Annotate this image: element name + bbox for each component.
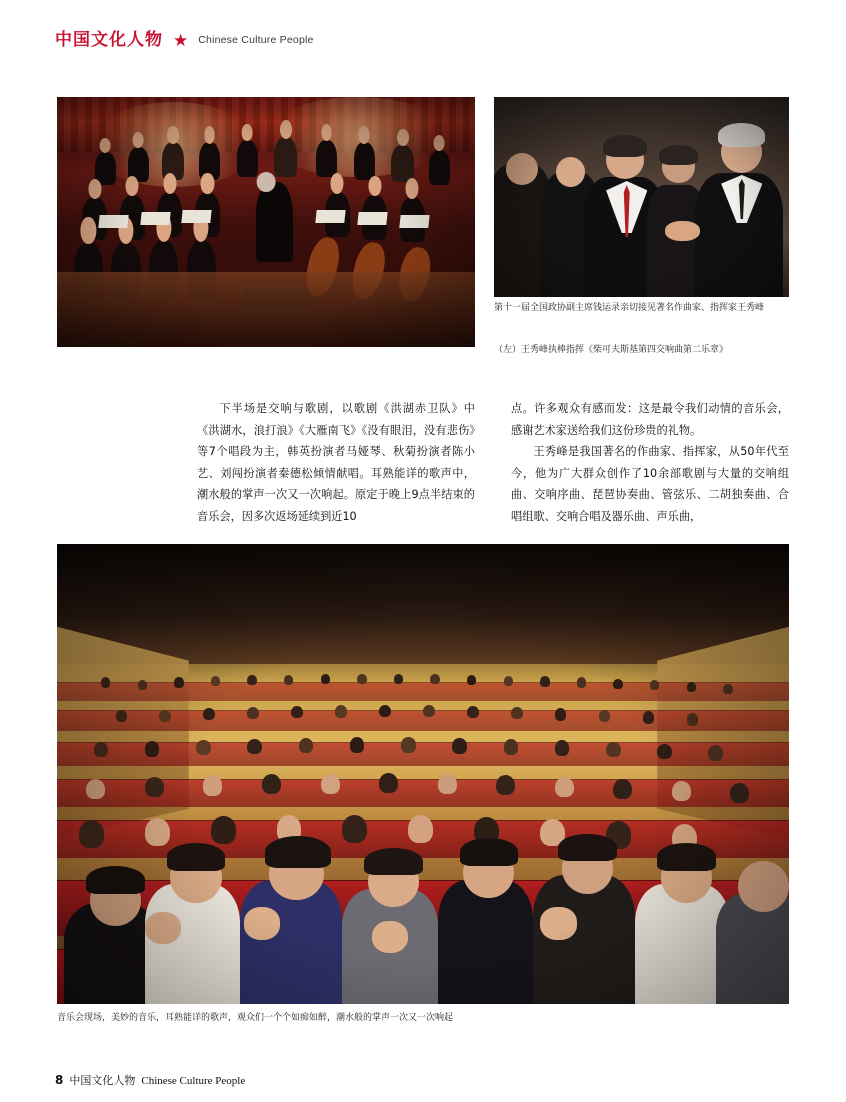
audience-member xyxy=(650,680,660,690)
masthead xyxy=(55,32,314,49)
audience-member xyxy=(350,737,365,753)
music-stand xyxy=(399,215,430,228)
audience-member xyxy=(211,816,236,844)
audience-member xyxy=(342,815,367,843)
caption-conducting: （左）王秀峰执棒指挥《柴可夫斯基第四交响曲第二乐章》 xyxy=(494,345,729,355)
applauding-hands xyxy=(372,921,409,953)
photo-audience-applauding xyxy=(57,544,789,1004)
audience-member xyxy=(555,740,570,756)
audience-member xyxy=(203,708,215,720)
body-paragraph: 下半场是交响与歌剧，以歌剧《洪湖赤卫队》中《洪湖水，浪打浪》《大雁南飞》《没有眼泪，没有悲伤》等7个唱段为主，韩英扮演者马娅琴、秋菊扮演者陈小艺、刘闯扮演者秦德松倾情献唱。耳熟能详的歌声中，潮水般的掌声一次又一次响起。原定于晚上9点半结束的音乐会，因多次返场延续到近10 xyxy=(197,402,475,523)
musician-figure xyxy=(429,150,450,185)
foreground-audience-face xyxy=(738,861,789,912)
page-footer xyxy=(55,1072,245,1088)
foreground-audience-member xyxy=(533,875,635,1004)
audience-member xyxy=(145,777,164,797)
audience-member xyxy=(86,779,105,799)
audience-member xyxy=(657,744,672,760)
audience-member xyxy=(379,705,391,717)
audience-member xyxy=(467,675,477,685)
audience-member xyxy=(101,677,111,687)
body-paragraph: 王秀峰是我国著名的作曲家、指挥家，从50年代至今，他为广大群众创作了10余部歌剧与大量的交响组曲、交响序曲、琵琶协奏曲、管弦乐、二胡独奏曲、合唱组歌、交响合唱及器乐曲、声乐曲， xyxy=(511,445,789,523)
audience-member xyxy=(116,710,128,722)
audience-member xyxy=(145,818,170,846)
masthead-english-title: Chinese Culture People xyxy=(198,34,314,47)
masthead-chinese-title: 中国文化人物 xyxy=(55,30,163,50)
audience-member xyxy=(211,676,221,686)
applauding-hands xyxy=(244,907,281,939)
stage-floor xyxy=(57,272,475,347)
audience-member xyxy=(401,737,416,753)
body-column-left xyxy=(197,398,475,527)
audience-member xyxy=(423,705,435,717)
audience-member xyxy=(687,713,699,725)
photo-handshake-greeting xyxy=(494,97,789,297)
audience-member xyxy=(672,781,691,801)
footer-chinese-title: 中国文化人物 xyxy=(69,1074,136,1087)
music-stand xyxy=(357,212,388,225)
audience-member xyxy=(321,674,331,684)
audience-member xyxy=(643,711,655,723)
audience-member xyxy=(430,674,440,684)
audience-member xyxy=(555,708,567,720)
musician-figure xyxy=(391,145,414,183)
music-stand xyxy=(315,210,346,223)
background-person-hair xyxy=(659,145,697,165)
audience-member xyxy=(408,815,433,843)
foreground-audience-member xyxy=(438,880,533,1004)
audience-member xyxy=(496,775,515,795)
foreground-audience-hair xyxy=(364,848,423,876)
music-stand xyxy=(182,210,213,223)
audience-member xyxy=(555,777,574,797)
foreground-audience-hair xyxy=(265,836,331,868)
audience-member xyxy=(599,710,611,722)
audience-member xyxy=(577,677,587,687)
clasped-hands xyxy=(665,221,700,241)
audience-member xyxy=(159,710,171,722)
audience-member xyxy=(452,738,467,754)
musician-hair-right xyxy=(718,123,765,147)
audience-member xyxy=(708,745,723,761)
audience-member xyxy=(335,705,347,717)
audience-member xyxy=(379,773,398,793)
audience-member xyxy=(196,740,211,756)
audience-member xyxy=(613,779,632,799)
audience-member xyxy=(730,783,749,803)
audience-member xyxy=(262,774,281,794)
body-paragraph: 点。许多观众有感而发：这是最令我们动情的音乐会，感谢艺术家送给我们这份珍贵的礼物。 xyxy=(511,402,789,437)
seat-row xyxy=(57,682,789,701)
foreground-audience-hair xyxy=(558,834,617,862)
conductor-figure xyxy=(256,182,294,262)
audience-member xyxy=(174,677,184,687)
audience-member xyxy=(687,682,697,692)
audience-member xyxy=(438,774,457,794)
musician-figure xyxy=(316,140,337,178)
applauding-hands xyxy=(145,912,182,944)
conductor-head xyxy=(257,172,276,192)
photo-orchestra-performance xyxy=(57,97,475,347)
official-hair-left xyxy=(603,135,647,157)
audience-member xyxy=(613,679,623,689)
caption-handshake: 第十一届全国政协副主席钱运录亲切接见著名作曲家、指挥家王秀峰 xyxy=(494,303,765,313)
musician-figure xyxy=(354,142,375,180)
audience-member xyxy=(606,742,621,758)
caption-audience: 音乐会现场，美妙的音乐，耳熟能详的歌声，观众们一个个如痴如醉，潮水般的掌声一次又一次响起 xyxy=(57,1013,454,1023)
photo-orchestra-content xyxy=(57,97,475,347)
audience-member xyxy=(738,826,763,854)
audience-member xyxy=(504,676,514,686)
audience-member xyxy=(94,742,109,758)
audience-member xyxy=(504,739,519,755)
foreground-audience-member xyxy=(716,894,789,1004)
audience-member xyxy=(247,739,262,755)
audience-member xyxy=(723,684,733,694)
audience-member xyxy=(540,676,550,686)
auditorium-ceiling xyxy=(57,544,789,664)
musician-figure xyxy=(274,137,297,177)
audience-member xyxy=(247,707,259,719)
photo-handshake-content xyxy=(494,97,789,297)
body-column-right xyxy=(511,398,789,527)
audience-member xyxy=(284,675,294,685)
page-number: 8 xyxy=(55,1073,64,1087)
audience-member xyxy=(394,674,404,684)
musician-figure xyxy=(237,140,258,178)
audience-member xyxy=(511,707,523,719)
foreground-audience-hair xyxy=(167,843,226,871)
audience-member xyxy=(299,738,314,754)
photo-audience-content xyxy=(57,544,789,1004)
audience-member xyxy=(247,675,257,685)
audience-member xyxy=(79,820,104,848)
audience-member xyxy=(357,674,367,684)
background-person-head xyxy=(506,153,538,185)
foreground-audience-hair xyxy=(460,838,519,866)
star-icon: ★ xyxy=(173,31,189,50)
footer-english-title: Chinese Culture People xyxy=(141,1075,246,1087)
seat-row xyxy=(57,742,789,766)
applauding-hands xyxy=(540,907,577,939)
audience-member xyxy=(203,775,222,795)
music-stand xyxy=(98,215,129,228)
music-stand xyxy=(140,212,171,225)
foreground-audience-hair xyxy=(657,843,716,871)
audience-member xyxy=(467,706,479,718)
audience-member xyxy=(321,774,340,794)
audience-member xyxy=(145,741,160,757)
foreground-audience-hair xyxy=(86,866,145,894)
audience-member xyxy=(291,706,303,718)
audience-member xyxy=(138,680,148,690)
